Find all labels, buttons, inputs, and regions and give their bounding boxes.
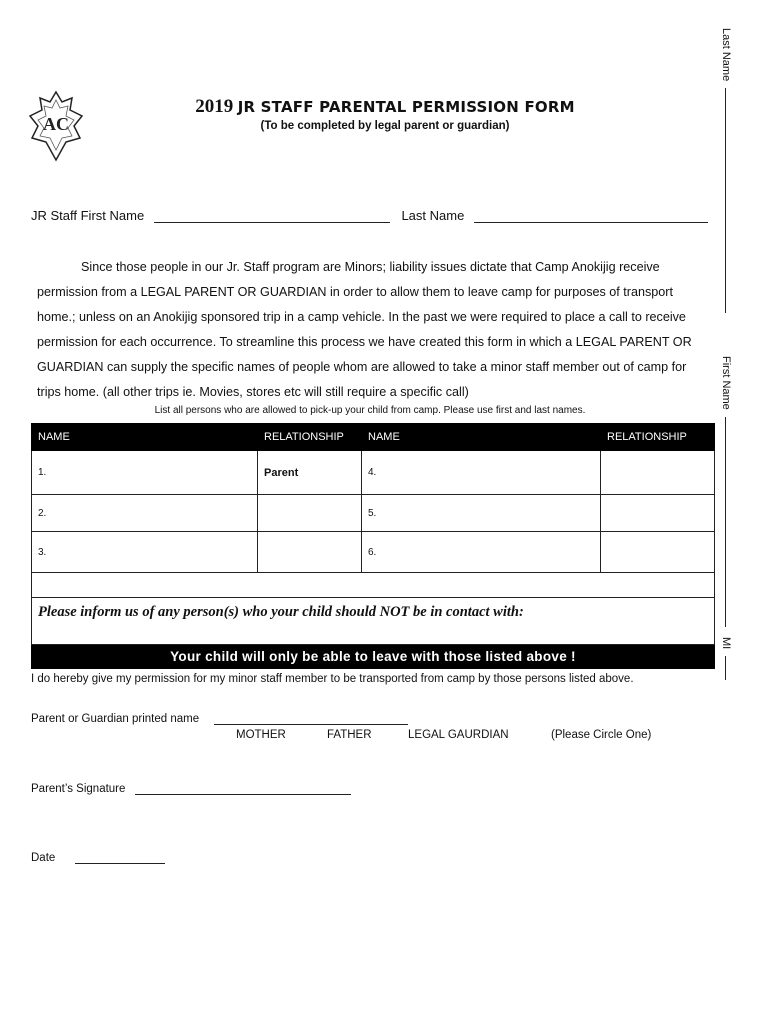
intro-paragraph (37, 255, 707, 405)
option-legal-guardian[interactable]: LEGAL GAURDIAN (408, 729, 509, 741)
leave-notice-banner: Your child will only be able to leave with those listed above ! (31, 645, 715, 669)
signature-field[interactable] (135, 782, 351, 795)
table-header-row (32, 424, 715, 451)
side-last-name-field[interactable] (725, 88, 726, 313)
person-3-name[interactable]: 3. (32, 532, 258, 573)
side-mi (720, 637, 732, 680)
date-row (31, 851, 165, 864)
person-2-relationship[interactable] (258, 495, 362, 532)
list-note: List all persons who are allowed to pick-up your child from camp. Please use first and last names. (154, 405, 586, 416)
spacer-cell (32, 573, 715, 598)
signature-label: Parent’s Signature (31, 783, 126, 795)
guardian-name-field[interactable] (214, 712, 408, 725)
guardian-name-label: Parent or Guardian printed name (31, 713, 200, 725)
first-name-label: JR Staff First Name (31, 208, 145, 223)
header-relationship-left: RELATIONSHIP (258, 424, 362, 451)
form-year: 2019 (195, 96, 234, 117)
table-row (32, 495, 715, 532)
person-3-relationship[interactable] (258, 532, 362, 573)
guardian-name-row (31, 712, 408, 725)
side-mi-field[interactable] (725, 656, 726, 680)
pickup-persons-table (31, 423, 715, 598)
date-label: Date (31, 852, 56, 864)
option-mother[interactable]: MOTHER (236, 729, 286, 741)
side-first-name-field[interactable] (725, 417, 726, 627)
form-subtitle: (To be completed by legal parent or guardian) (260, 120, 510, 132)
side-mi-label: MI (720, 637, 732, 650)
person-4-relationship[interactable] (601, 451, 715, 495)
side-last-name (720, 28, 732, 313)
person-1-relationship[interactable]: Parent (258, 451, 362, 495)
date-field[interactable] (75, 851, 165, 864)
header-name-right: NAME (362, 424, 601, 451)
person-1-name[interactable]: 1. (32, 451, 258, 495)
svg-text:AC: AC (43, 114, 69, 134)
no-contact-label: Please inform us of any person(s) who your child should NOT be in contact with: (38, 604, 524, 620)
person-2-name[interactable]: 2. (32, 495, 258, 532)
first-name-field[interactable] (154, 210, 390, 223)
no-contact-box[interactable] (31, 597, 715, 645)
header-relationship-right: RELATIONSHIP (601, 424, 715, 451)
form-title-text: JR STAFF PARENTAL PERMISSION FORM (237, 98, 575, 116)
side-first-name-label: First Name (720, 356, 732, 410)
last-name-field[interactable] (474, 210, 708, 223)
person-4-name[interactable]: 4. (362, 451, 601, 495)
circle-one-note: (Please Circle One) (551, 729, 652, 741)
side-last-name-label: Last Name (720, 28, 732, 82)
header-name-left: NAME (32, 424, 258, 451)
table-row (32, 532, 715, 573)
side-first-name (720, 356, 732, 627)
consent-statement: I do hereby give my permission for my minor staff member to be transported from camp by those persons listed above. (31, 673, 634, 685)
signature-row (31, 782, 351, 795)
person-6-name[interactable]: 6. (362, 532, 601, 573)
option-father[interactable]: FATHER (327, 729, 372, 741)
intro-text: Since those people in our Jr. Staff program are Minors; liability issues dictate that Camp Anokijig receive permission from a LEGAL PARENT OR GUARDIAN in order to allow them to leave camp for purposes of transport home.; unless on an Anokijig sponsored trip in a camp vehicle. In the past we were required to place a call to receive permission for each occurrence. To streamline this process we have created this form in which a LEGAL PARENT OR GUARDIAN can supply the specific names of people whom are allowed to take a minor staff member out of camp for trips home. (all other trips ie. Movies, stores etc will still require a specific call) (37, 260, 692, 399)
table-row (32, 451, 715, 495)
table-spacer-row (32, 573, 715, 598)
person-5-name[interactable]: 5. (362, 495, 601, 532)
staff-name-row (31, 208, 708, 223)
last-name-label: Last Name (401, 208, 465, 223)
form-title (0, 96, 770, 118)
person-5-relationship[interactable] (601, 495, 715, 532)
person-6-relationship[interactable] (601, 532, 715, 573)
